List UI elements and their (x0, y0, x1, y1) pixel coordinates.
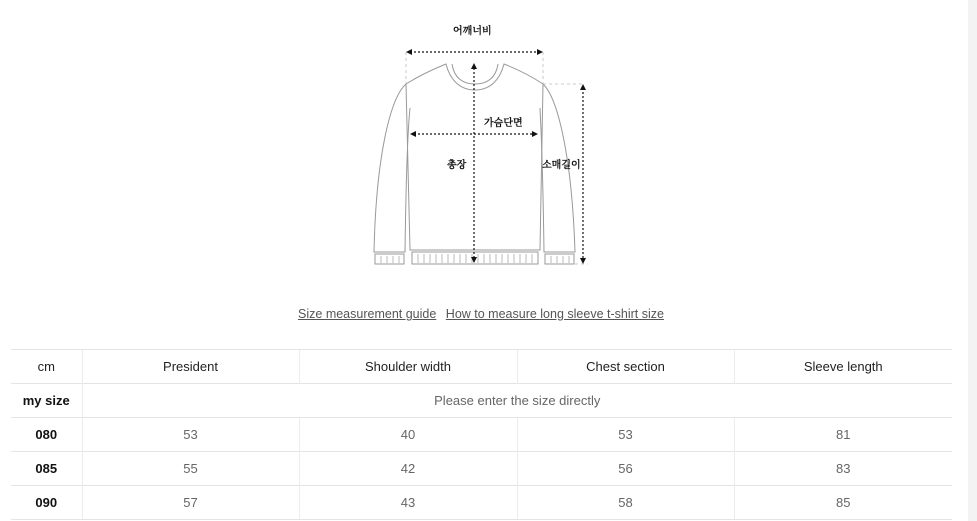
header-shoulder-width: Shoulder width (299, 350, 517, 384)
size-table (11, 349, 952, 520)
table-row (11, 486, 952, 520)
size-cell: 080 (11, 418, 82, 452)
value-cell: 58 (517, 486, 734, 520)
size-cell: 090 (11, 486, 82, 520)
sweatshirt-illustration (360, 18, 600, 273)
value-cell: 55 (82, 452, 299, 486)
value-cell: 43 (299, 486, 517, 520)
header-chest-section: Chest section (517, 350, 734, 384)
scrollbar-track[interactable] (968, 0, 977, 521)
header-sleeve-length: Sleeve length (734, 350, 952, 384)
sleeve-length-label: 소매길이 (542, 160, 581, 171)
my-size-row (11, 384, 952, 418)
size-guide-link[interactable]: Size measurement guide (298, 307, 437, 321)
size-cell: 085 (11, 452, 82, 486)
value-cell: 85 (734, 486, 952, 520)
value-cell: 53 (82, 418, 299, 452)
value-cell: 40 (299, 418, 517, 452)
total-length-label: 총장 (447, 160, 467, 171)
table-row (11, 418, 952, 452)
value-cell: 56 (517, 452, 734, 486)
how-to-measure-link[interactable]: How to measure long sleeve t-shirt size (445, 307, 664, 321)
value-cell: 42 (299, 452, 517, 486)
measurement-diagram (360, 18, 600, 273)
header-president: President (82, 350, 299, 384)
value-cell: 57 (82, 486, 299, 520)
my-size-input[interactable]: Please enter the size directly (82, 384, 952, 418)
table-header-row (11, 350, 952, 384)
header-unit: cm (11, 350, 82, 384)
chest-section-label: 가슴단면 (484, 118, 523, 129)
value-cell: 83 (734, 452, 952, 486)
value-cell: 81 (734, 418, 952, 452)
table-row (11, 452, 952, 486)
guide-links (0, 307, 962, 321)
my-size-label: my size (11, 384, 82, 418)
shoulder-width-label: 어깨너비 (453, 26, 492, 37)
value-cell: 53 (517, 418, 734, 452)
